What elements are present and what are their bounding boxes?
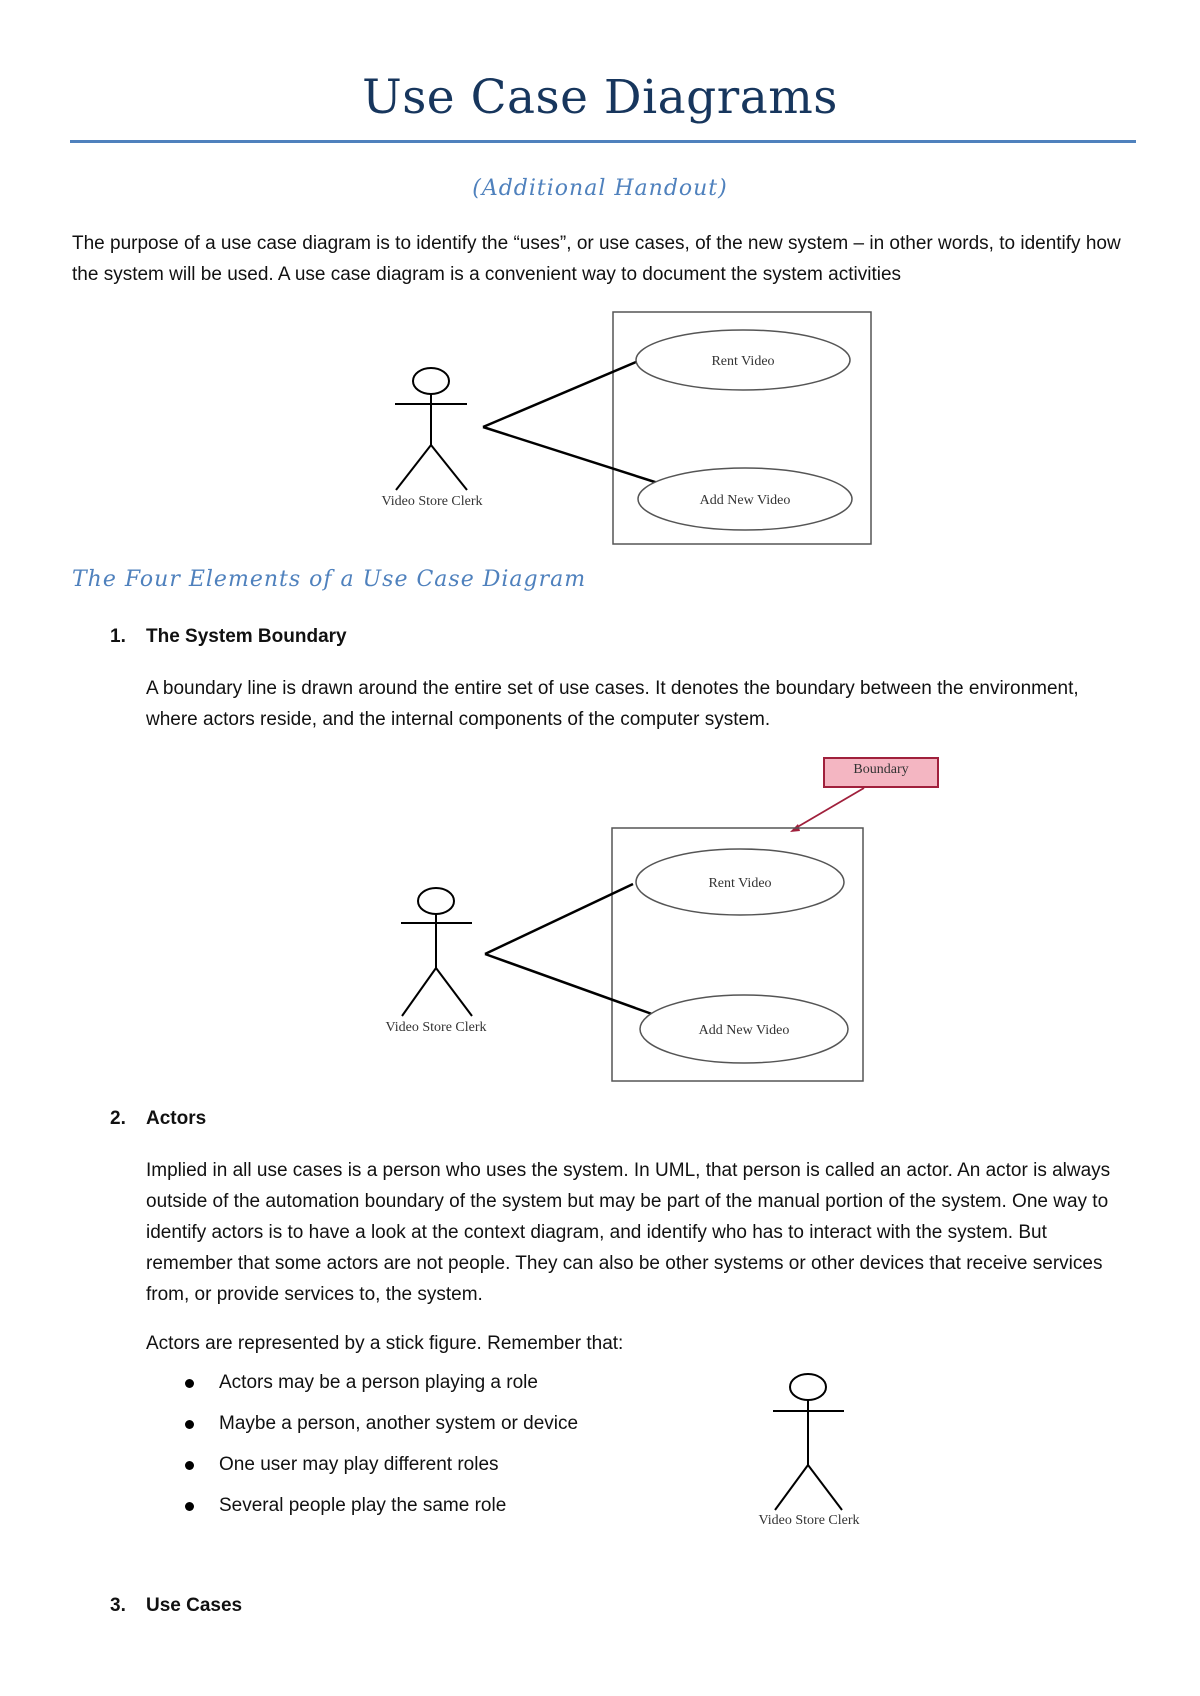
- use-case-diagram-2: [380, 755, 940, 1085]
- list-item: [180, 1368, 680, 1409]
- use-case-label-add: Add New Video: [698, 1023, 790, 1038]
- actor-label: Video Store Clerk: [385, 1020, 487, 1035]
- page-title: Use Case Diagrams: [362, 70, 838, 125]
- list-item: [180, 1450, 680, 1491]
- association-line-add: [483, 427, 658, 483]
- section-3-title: Use Cases: [146, 1595, 243, 1616]
- actor-label: Video Store Clerk: [758, 1513, 860, 1528]
- actor-figure: [740, 1370, 890, 1530]
- actor-bullet-list: [180, 1368, 680, 1532]
- section-2-text: Implied in all use cases is a person who uses the system. In UML, that person is called an actor. An actor is always outside of the automation boundary of the system but may be part of the manual portion of the system. One way to identify actors is to have a look at the context diagram, and identify who has to interact with the system. But remember that some actors are not people. They can also be other systems or other devices that receive services from, or provide services to, the system.: [146, 1160, 1111, 1305]
- bullet-icon: [185, 1379, 194, 1388]
- section-heading: The Four Elements of a Use Case Diagram: [72, 567, 587, 592]
- list-item: [180, 1491, 680, 1532]
- use-case-label-add: Add New Video: [699, 493, 791, 508]
- intro-paragraph: The purpose of a use case diagram is to identify the “uses”, or use cases, of the new system – in other words, to identify how the system will be used. A use case diagram is a convenient way to document the system activities: [72, 233, 1121, 285]
- boundary-callout-label: Boundary: [853, 762, 909, 777]
- section-1-title: The System Boundary: [146, 626, 347, 647]
- bullet-icon: [185, 1502, 194, 1511]
- subtitle: (Additional Handout): [472, 176, 728, 201]
- bullet-icon: [185, 1461, 194, 1470]
- list-item-text: Maybe a person, another system or device: [219, 1413, 579, 1434]
- title-rule: [70, 140, 1136, 143]
- section-1-number: 1.: [110, 626, 126, 647]
- actor-stick-figure: [401, 888, 472, 1016]
- association-line-add: [485, 954, 652, 1014]
- list-item-text: One user may play different roles: [219, 1454, 499, 1475]
- section-2-title: Actors: [146, 1108, 207, 1129]
- actor-label: Video Store Clerk: [381, 494, 483, 509]
- list-item-text: Several people play the same role: [219, 1495, 507, 1516]
- list-item: [180, 1409, 680, 1450]
- section-2-lead: Actors are represented by a stick figure. Remember that:: [146, 1333, 624, 1354]
- section-3-number: 3.: [110, 1595, 126, 1616]
- actor-stick-figure: [395, 368, 467, 490]
- actor-stick-figure: [773, 1374, 844, 1510]
- use-case-label-rent: Rent Video: [708, 876, 772, 891]
- list-item-text: Actors may be a person playing a role: [219, 1372, 538, 1393]
- section-2-number: 2.: [110, 1108, 126, 1129]
- section-1-text: A boundary line is drawn around the entire set of use cases. It denotes the boundary between the environment, where actors reside, and the internal components of the computer system.: [146, 678, 1079, 730]
- boundary-callout-arrow: [794, 788, 864, 829]
- association-line-rent: [485, 884, 633, 954]
- bullet-icon: [185, 1420, 194, 1429]
- use-case-diagram-1: [380, 305, 880, 550]
- use-case-label-rent: Rent Video: [711, 354, 775, 369]
